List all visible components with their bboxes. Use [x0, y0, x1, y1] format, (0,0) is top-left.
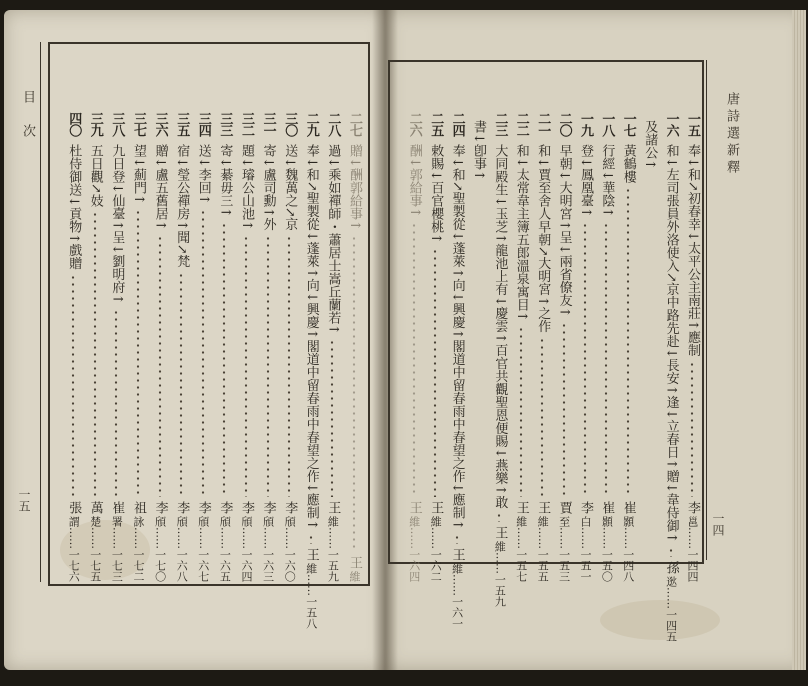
entry-title: 杜侍御送↓貢物↑戲贈: [66, 144, 82, 270]
entry-number: 一九: [578, 112, 593, 136]
leader-dots: [258, 235, 278, 497]
toc-entry: [682, 112, 702, 582]
entry-title: 及諸公↑: [642, 120, 658, 170]
leader-dots: [425, 248, 445, 497]
toc-entry: [85, 112, 105, 582]
leader-dots: [85, 211, 105, 497]
entry-page-number: 顥……一五〇: [600, 516, 614, 582]
leader-dots: [554, 322, 574, 497]
entry-number: 三五: [174, 112, 190, 136]
toc-entry: [301, 112, 321, 630]
entry-title: 宿↓瑩公禪房↑聞↗梵: [174, 144, 190, 268]
leader-dots: [447, 534, 467, 544]
leader-dots: [128, 209, 148, 497]
toc-entry: [511, 112, 531, 582]
entry-page-number: 署……一七三: [110, 516, 124, 582]
toc-entry: [661, 112, 681, 643]
leader-dots: [214, 222, 234, 497]
entry-page-number: 頎……一六三: [261, 516, 275, 582]
entry-title: 早朝↓大明宮↑呈↓兩省僚友↑: [556, 144, 572, 318]
leader-dots: [618, 187, 638, 497]
toc-entry-continuation: [639, 112, 659, 582]
entry-author: 李: [174, 501, 190, 514]
entry-author: 李: [685, 501, 700, 514]
leader-dots: [489, 512, 509, 522]
entry-title: 望↓薊門↑: [131, 144, 146, 205]
entry-number: 二五: [428, 112, 444, 136]
entry-number: 四〇: [66, 112, 82, 136]
entry-author: 王: [492, 526, 508, 540]
entry-title: 敕賜↓百官櫻桃↑: [428, 144, 444, 244]
entry-title: 九日登↓仙臺↑呈↓劉明府↑: [109, 144, 125, 305]
entry-page-number: 維: [348, 571, 361, 582]
entry-page-number: 顥……一四八: [621, 516, 635, 582]
entry-page-number: 頎……一六五: [218, 516, 232, 582]
entry-author: 王: [513, 501, 529, 514]
leader-dots: [171, 272, 191, 497]
entry-number: 二九: [303, 112, 319, 136]
entry-number: 一八: [599, 112, 615, 136]
entry-title: 贈↓酬郭給事↑: [347, 144, 362, 231]
entry-author: 崔: [599, 501, 615, 514]
toc-entry: [404, 112, 424, 582]
entry-page-number: 維……一五七: [514, 516, 528, 582]
toc-entry: [193, 112, 213, 582]
entry-number: 二七: [347, 112, 362, 136]
entry-title: 送↓李回↑: [195, 144, 211, 205]
toc-entry: [596, 112, 616, 582]
leader-dots: [596, 222, 616, 497]
entry-page-number: 詠……一七二: [132, 516, 145, 582]
entry-author: 李: [195, 501, 211, 514]
toc-entry: [106, 112, 126, 582]
entry-number: 三二: [239, 112, 254, 136]
entry-author: 王: [535, 501, 551, 514]
entry-page-number: 維……一五八: [304, 563, 318, 630]
entry-title: 酬↓郭給事↑: [406, 144, 422, 218]
leader-dots: [322, 339, 342, 497]
leader-dots: [150, 235, 170, 497]
entry-title: 書↓卽事↑: [471, 120, 486, 181]
entry-author: 王: [449, 548, 465, 562]
entry-title: 和↓左司張員外洛使入↗京中路先赴↓長安↑逢↓立春日↑贈↓韋侍御↑: [663, 144, 679, 544]
left-page-number: 一五: [17, 488, 31, 512]
entry-author: 萬: [87, 501, 103, 514]
toc-entry: [344, 112, 364, 582]
entry-title: 奉↓和↗聖製從↓蓬萊↑向↓興慶↑閣道中留春雨中春望之作↓應制↑: [303, 144, 319, 531]
entry-number: 二八: [325, 112, 341, 136]
toc-entry: [425, 112, 445, 582]
entry-number: 三八: [109, 112, 125, 136]
entry-author: 孫: [663, 561, 679, 575]
entry-page-number: 頎……一六八: [175, 516, 189, 582]
leader-dots: [344, 235, 364, 552]
entry-number: 一五: [685, 112, 700, 136]
entry-number: 三七: [131, 112, 146, 136]
entry-page-number: 維……一六一: [450, 563, 464, 630]
entry-author: 王: [428, 501, 444, 514]
entry-number: 二〇: [556, 112, 572, 136]
entry-number: 二一: [535, 112, 551, 136]
entry-page-number: 維……一五九: [326, 516, 340, 582]
entry-title: 大同殿生↓玉芝↑龍池上有↓慶雲↑百官共觀聖恩便賜↓燕樂↑敢: [492, 144, 508, 509]
entry-page-number: 維……一五五: [536, 516, 550, 582]
entry-page-number: 維……一六四: [407, 516, 421, 582]
entry-title: 奉↓和↗初春幸↓太平公主南莊↑應制: [685, 144, 700, 357]
toc-entry: [532, 112, 552, 582]
entry-number: 三一: [260, 112, 276, 136]
entry-number: 三〇: [282, 112, 298, 136]
entry-author: 崔: [109, 501, 125, 514]
toc-entry: [489, 112, 509, 608]
entry-author: 王: [303, 548, 319, 562]
entry-page-number: 逖……一四五: [664, 576, 678, 643]
right-margin-rule: [706, 60, 707, 560]
leader-dots: [532, 337, 552, 497]
leader-dots: [575, 222, 595, 497]
toc-entry: [322, 112, 342, 582]
entry-title: 送↓魏萬之↗京: [282, 144, 298, 231]
leader-dots: [661, 547, 681, 557]
leader-dots: [404, 222, 424, 497]
toc-entry: [554, 112, 574, 582]
entry-number: 二三: [492, 112, 508, 136]
entry-page-number: 頎……一六四: [240, 516, 253, 582]
entry-author: 王: [347, 556, 362, 569]
entry-page-number: 頎……一六七: [196, 516, 210, 582]
toc-entry-continuation: [468, 112, 488, 582]
leader-dots: [682, 361, 702, 497]
entry-page-number: 至……一五三: [557, 516, 571, 582]
entry-title: 黃鶴樓: [620, 144, 636, 183]
entry-number: 三六: [152, 112, 168, 136]
entry-author: 張: [66, 501, 82, 514]
entry-author: 李: [260, 501, 276, 514]
leader-dots: [301, 534, 321, 544]
entry-title: 奉↓和↗聖製從↓蓬萊↑向↓興慶↑閣道中留春雨中春望之作↓應制↑: [449, 144, 465, 531]
leader-dots: [279, 235, 299, 497]
leader-dots: [63, 274, 83, 497]
entry-number: 二六: [406, 112, 422, 136]
toc-entry: [258, 112, 278, 582]
toc-entry: [214, 112, 234, 582]
entry-number: 三九: [87, 112, 103, 136]
right-page-number: 一四: [711, 512, 725, 536]
toc-entry: [171, 112, 191, 582]
entry-page-number: 頎……一七〇: [153, 516, 167, 582]
left-page-section-label: 目 次: [20, 90, 35, 141]
entry-title: 寄↓盧司勳↑外: [260, 144, 276, 231]
toc-entry: [150, 112, 170, 582]
toc-entry: [236, 112, 256, 582]
entry-title: 行經↓華陰↑: [599, 144, 615, 218]
entry-author: 王: [325, 501, 341, 514]
left-margin-rule: [40, 42, 41, 582]
entry-author: 李: [152, 501, 168, 514]
entry-title: 題↓璿公山池↑: [239, 144, 254, 231]
entry-page-number: 邕……一四四: [686, 516, 699, 582]
entry-title: 和↓太常韋主簿五郎溫泉寓目↑: [513, 144, 529, 322]
entry-page-number: 白……一五一: [579, 516, 592, 582]
entry-title: 登↓鳳凰臺↑: [578, 144, 593, 218]
entry-page-number: 維……一五九: [493, 541, 507, 608]
entry-number: 二二: [513, 112, 529, 136]
entry-author: 崔: [620, 501, 636, 514]
entry-page-number: 楚……一七五: [88, 516, 102, 582]
entry-number: 三三: [217, 112, 233, 136]
entry-author: 李: [217, 501, 233, 514]
toc-entry: [618, 112, 638, 582]
entry-author: 王: [406, 501, 422, 514]
toc-entry: [63, 112, 83, 582]
entry-page-number: 謂……一七六: [67, 516, 81, 582]
leader-dots: [236, 235, 256, 497]
entry-title: 贈↓盧五舊居↑: [152, 144, 168, 231]
leader-dots: [106, 309, 126, 497]
entry-number: 三四: [195, 112, 211, 136]
entry-author: 賈: [556, 501, 572, 514]
toc-entry: [128, 112, 148, 582]
entry-page-number: 維……一六二: [429, 516, 443, 582]
entry-title: 寄↓綦毋三↑: [217, 144, 233, 218]
entry-number: 一七: [620, 112, 636, 136]
entry-title: 和↓賈至舍人早朝↗大明宮↑之作: [535, 144, 551, 333]
entry-author: 李: [282, 501, 298, 514]
toc-entry: [447, 112, 467, 630]
entry-page-number: 頎……一六〇: [283, 516, 297, 582]
entry-author: 李: [239, 501, 254, 514]
toc-entry: [575, 112, 595, 582]
running-title: 唐詩選新釋: [724, 92, 739, 177]
entry-title: 五日觀↗妓: [87, 144, 103, 207]
toc-entry: [279, 112, 299, 582]
entry-author: 李: [578, 501, 593, 514]
entry-author: 祖: [131, 501, 146, 514]
entry-title: 過↓乘如禪師・蕭居士嵩丘蘭若↑: [325, 144, 341, 335]
entry-number: 二四: [449, 112, 465, 136]
leader-dots: [193, 209, 213, 497]
entry-number: 一六: [663, 112, 679, 136]
leader-dots: [511, 326, 531, 497]
